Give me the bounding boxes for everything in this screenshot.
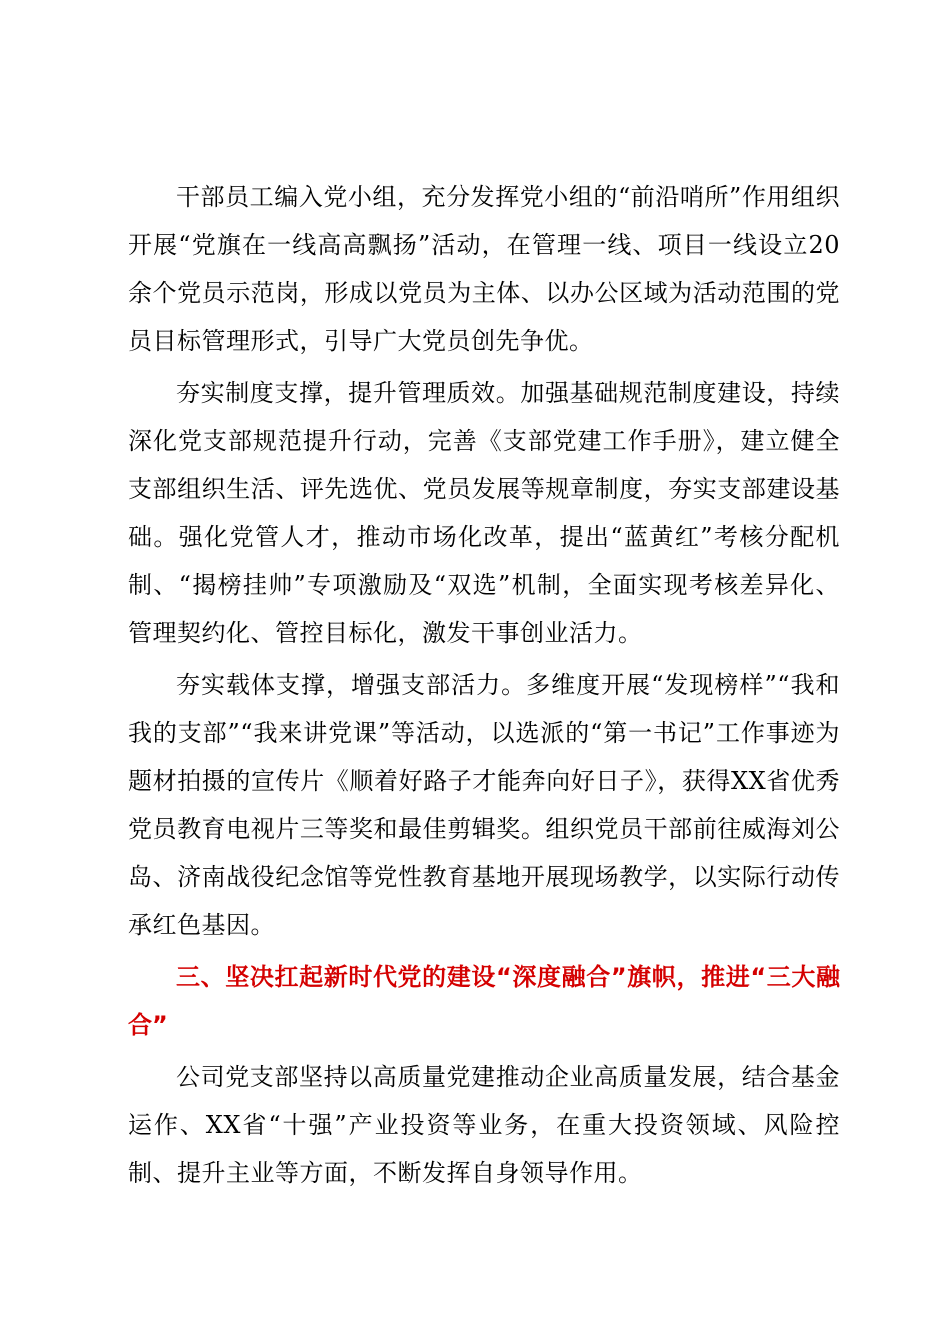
paragraph-party-groups: 干部员工编入党小组，充分发挥党小组的“前沿哨所”作用组织开展“党旗在一线高高飘扬”活动，在管理一线、项目一线设立20余个党员示范岗，形成以党员为主体、以办公区域为活动范围的党员目标管理形式，引导广大党员创先争优。 [128,183,840,355]
section-heading: 三、坚决扛起新时代党的建设“深度融合”旗帜，推进“三大融合” [128,963,840,1039]
document-body [128,173,840,1201]
paragraph-system-support: 夯实制度支撑，提升管理质效。加强基础规范制度建设，持续深化党支部规范提升行动，完善《支部党建工作手册》，建立健全支部组织生活、评先选优、党员发展等规章制度，夯实支部建设基础。强化党管人才，推动市场化改革，提出“蓝黄红”考核分配机制、“揭榜挂帅”专项激励及“双选”机制，全面实现考核差异化、管理契约化、管控目标化，激发干事创业活力。 [128,379,840,647]
paragraph-carrier-support: 夯实载体支撑，增强支部活力。多维度开展“发现榜样”“我和我的支部”“我来讲党课”等活动，以选派的“第一书记”工作事迹为题材拍摄的宣传片《顺着好路子才能奔向好日子》，获得XX省优秀党员教育电视片三等奖和最佳剪辑奖。组织党员干部前往威海刘公岛、济南战役纪念馆等党性教育基地开展现场教学，以实际行动传承红色基因。 [128,671,840,939]
paragraph-closing: 公司党支部坚持以高质量党建推动企业高质量发展，结合基金运作、XX省“十强”产业投资等业务，在重大投资领域、风险控制、提升主业等方面，不断发挥自身领导作用。 [128,1063,840,1187]
